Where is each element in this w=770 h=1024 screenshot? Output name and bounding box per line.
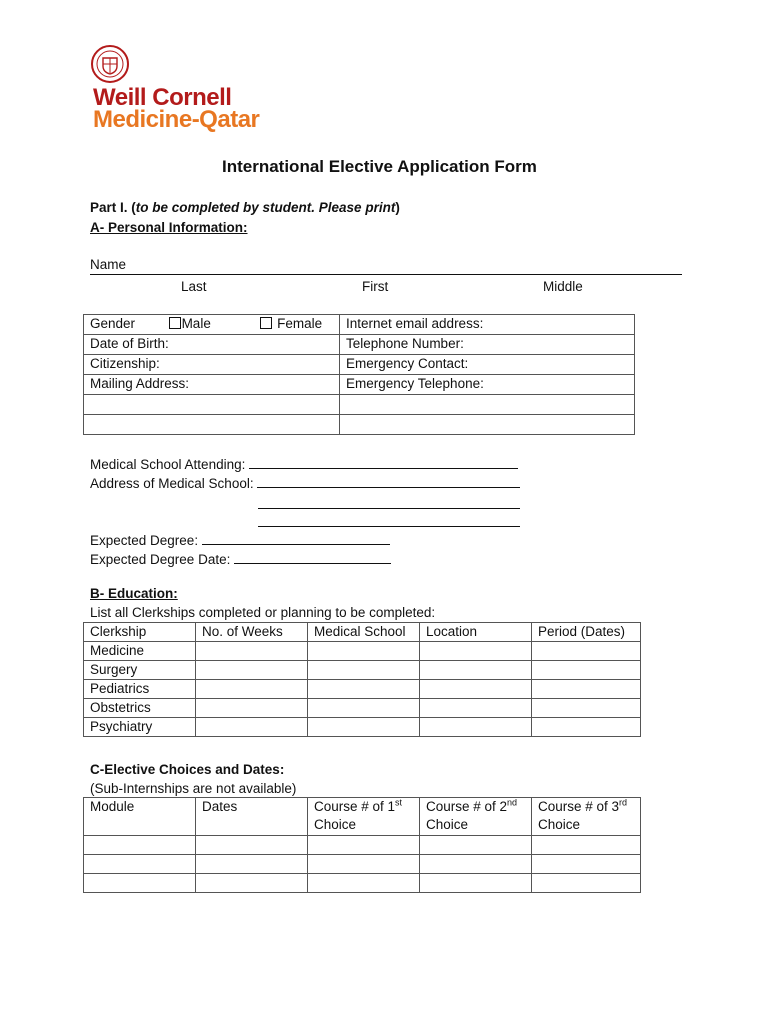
input-cell[interactable]: [308, 836, 420, 855]
table-row: [84, 855, 641, 874]
header-course-3: Course # of 3rd Choice: [532, 798, 641, 836]
school-attending-row: [90, 454, 518, 472]
name-last-label: Last: [181, 279, 207, 294]
input-cell[interactable]: [308, 680, 420, 699]
logo-wordmark-line1: Weill Cornell: [93, 84, 232, 111]
expected-degree-field[interactable]: [202, 530, 390, 545]
form-title: International Elective Application Form: [222, 157, 537, 176]
input-cell[interactable]: [308, 699, 420, 718]
input-cell[interactable]: [532, 699, 641, 718]
blank-cell[interactable]: [84, 415, 340, 435]
header-location: Location: [420, 623, 532, 642]
emergency-phone-label: Emergency Telephone:: [346, 376, 484, 391]
input-cell[interactable]: [196, 874, 308, 893]
clerkship-name: Obstetrics: [84, 699, 196, 718]
input-cell[interactable]: [420, 642, 532, 661]
input-cell[interactable]: [308, 661, 420, 680]
female-label: Female: [277, 316, 323, 331]
blank-cell[interactable]: [340, 415, 635, 435]
emergency-contact-label: Emergency Contact:: [346, 356, 469, 371]
table-row: [84, 699, 641, 718]
clerkship-name: Surgery: [84, 661, 196, 680]
school-address-field-2[interactable]: [258, 494, 520, 509]
school-attending-field[interactable]: [249, 454, 518, 469]
telephone-cell[interactable]: [340, 335, 635, 355]
input-cell[interactable]: [532, 718, 641, 737]
input-cell[interactable]: [308, 718, 420, 737]
header-medical-school: Medical School: [308, 623, 420, 642]
header-clerkship: Clerkship: [84, 623, 196, 642]
input-cell[interactable]: [420, 699, 532, 718]
blank-cell[interactable]: [84, 395, 340, 415]
table-row: [84, 718, 641, 737]
school-address-field-3[interactable]: [258, 512, 520, 527]
male-label: Male: [181, 316, 211, 331]
clerkship-name: Psychiatry: [84, 718, 196, 737]
input-cell[interactable]: [196, 642, 308, 661]
clerkship-name: Pediatrics: [84, 680, 196, 699]
gender-label: Gender: [90, 316, 136, 331]
mailing-address-label: Mailing Address:: [90, 376, 190, 391]
input-cell[interactable]: [420, 661, 532, 680]
name-middle-label: Middle: [543, 279, 583, 294]
table-row: [84, 680, 641, 699]
dob-cell[interactable]: [84, 335, 340, 355]
gender-cell: [84, 315, 340, 335]
input-cell[interactable]: [420, 874, 532, 893]
logo-wordmark-line2: Medicine-Qatar: [93, 106, 260, 133]
input-cell[interactable]: [84, 874, 196, 893]
input-cell[interactable]: [532, 836, 641, 855]
header-dates: Dates: [196, 798, 308, 836]
dob-label: Date of Birth:: [90, 336, 169, 351]
name-field-line[interactable]: [90, 274, 682, 275]
mailing-address-cell[interactable]: [84, 375, 340, 395]
input-cell[interactable]: [308, 855, 420, 874]
blank-cell[interactable]: [340, 395, 635, 415]
section-c-heading: C-Elective Choices and Dates:: [90, 762, 285, 777]
telephone-label: Telephone Number:: [346, 336, 464, 351]
header-course-1: Course # of 1st Choice: [308, 798, 420, 836]
input-cell[interactable]: [196, 699, 308, 718]
expected-degree-date-field[interactable]: [234, 549, 391, 564]
expected-degree-date-row: [90, 549, 391, 567]
expected-degree-date-label: Expected Degree Date:: [90, 552, 231, 567]
clerkship-header-row: [84, 623, 641, 642]
female-checkbox[interactable]: [260, 317, 272, 329]
header-weeks: No. of Weeks: [196, 623, 308, 642]
section-a-heading: A- Personal Information:: [90, 220, 248, 235]
input-cell[interactable]: [84, 836, 196, 855]
input-cell[interactable]: [196, 661, 308, 680]
name-label: Name: [90, 257, 127, 272]
elective-table: [83, 797, 641, 893]
input-cell[interactable]: [532, 680, 641, 699]
clerkship-name: Medicine: [84, 642, 196, 661]
school-address-field[interactable]: [257, 473, 520, 488]
header-course-2: Course # of 2nd Choice: [420, 798, 532, 836]
input-cell[interactable]: [196, 855, 308, 874]
school-address-label: Address of Medical School:: [90, 476, 254, 491]
table-row: [84, 836, 641, 855]
citizenship-label: Citizenship:: [90, 356, 160, 371]
input-cell[interactable]: [420, 718, 532, 737]
input-cell[interactable]: [196, 718, 308, 737]
school-attending-label: Medical School Attending:: [90, 457, 246, 472]
section-b-heading: B- Education:: [90, 586, 178, 601]
school-address-row: [90, 473, 520, 491]
input-cell[interactable]: [196, 836, 308, 855]
citizenship-cell[interactable]: [84, 355, 340, 375]
input-cell[interactable]: [420, 680, 532, 699]
input-cell[interactable]: [532, 855, 641, 874]
elective-header-row: [84, 798, 641, 836]
emergency-phone-cell[interactable]: [340, 375, 635, 395]
clerkship-table: [83, 622, 641, 737]
input-cell[interactable]: [532, 642, 641, 661]
input-cell[interactable]: [84, 855, 196, 874]
email-cell[interactable]: [340, 315, 635, 335]
table-row: [84, 874, 641, 893]
sub-internship-note: (Sub-Internships are not available): [90, 781, 297, 796]
emergency-contact-cell[interactable]: [340, 355, 635, 375]
input-cell[interactable]: [308, 642, 420, 661]
input-cell[interactable]: [420, 855, 532, 874]
input-cell[interactable]: [420, 836, 532, 855]
input-cell[interactable]: [196, 680, 308, 699]
table-row: [84, 661, 641, 680]
header-module: Module: [84, 798, 196, 836]
expected-degree-row: [90, 530, 390, 548]
header-period: Period (Dates): [532, 623, 641, 642]
name-first-label: First: [362, 279, 389, 294]
input-cell[interactable]: [532, 874, 641, 893]
part1-heading: Part I. (to be completed by student. Please print): [90, 200, 400, 215]
university-seal-icon: [90, 44, 130, 84]
personal-info-table: [83, 314, 635, 435]
email-label: Internet email address:: [346, 316, 484, 331]
table-row: [84, 642, 641, 661]
input-cell[interactable]: [532, 661, 641, 680]
input-cell[interactable]: [308, 874, 420, 893]
male-checkbox[interactable]: [169, 317, 181, 329]
expected-degree-label: Expected Degree:: [90, 533, 199, 548]
clerkship-intro: List all Clerkships completed or planning to be completed:: [90, 605, 436, 620]
